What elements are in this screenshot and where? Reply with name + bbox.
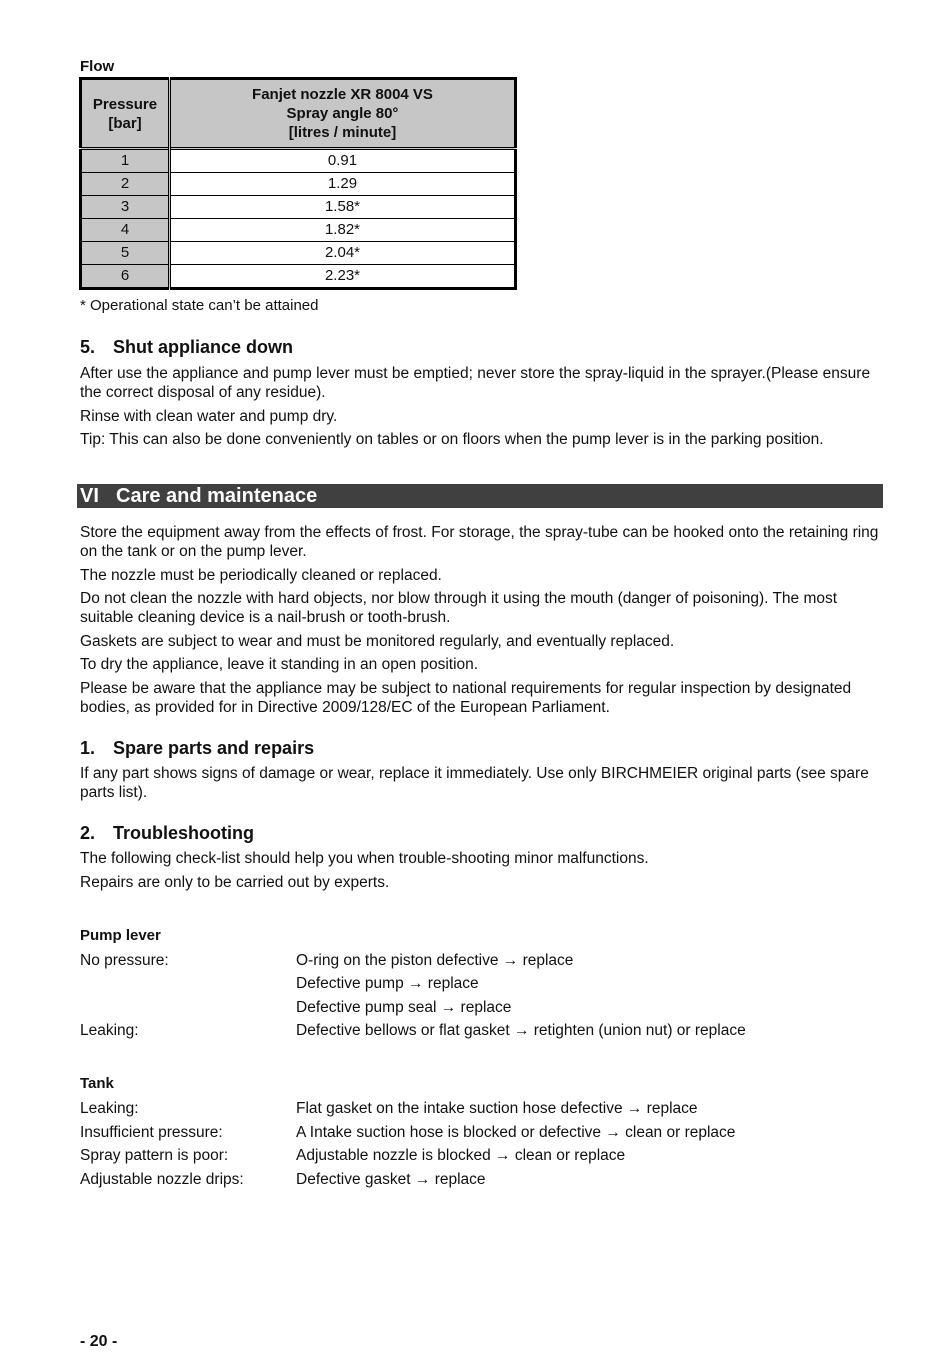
- spare-parts-heading: [80, 738, 314, 759]
- care-paragraph-2: The nozzle must be periodically cleaned or replaced.: [80, 567, 442, 584]
- pressure-header-line2: [bar]: [108, 114, 142, 132]
- troubleshooting-heading: [80, 823, 254, 844]
- troubleshooting-paragraph-2: Repairs are only to be carried out by experts.: [80, 874, 390, 891]
- care-section-bar: [77, 484, 883, 508]
- symptom: No pressure:: [80, 952, 169, 969]
- shut-down-heading: [80, 337, 293, 358]
- shut-down-paragraph-2: Rinse with clean water and pump dry.: [80, 408, 338, 425]
- symptom: Leaking:: [80, 1022, 139, 1039]
- shut-down-paragraph-3: Tip: This can also be done conveniently on tables or on floors when the pump lever is in the parking position.: [80, 431, 824, 448]
- flow-footnote: * Operational state can’t be attained: [80, 297, 319, 314]
- table-row: [81, 196, 516, 219]
- shut-down-number: 5.: [80, 337, 96, 357]
- pump-lever-heading: Pump lever: [80, 927, 161, 944]
- remedy: Defective bellows or flat gasket → retighten (union nut) or replace: [296, 1022, 746, 1039]
- remedy: Defective gasket → replace: [296, 1171, 486, 1188]
- flow-label: Flow: [80, 58, 115, 75]
- pressure-cell: 4: [81, 219, 170, 242]
- table-row: [81, 173, 516, 196]
- spare-parts-paragraph: If any part shows signs of damage or wear, replace it immediately. Use only BIRCHMEIER original parts (see spare parts list).: [80, 765, 869, 801]
- remedy: Adjustable nozzle is blocked → clean or replace: [296, 1147, 626, 1164]
- remedy: Defective pump → replace: [296, 975, 479, 992]
- pressure-cell: 1: [81, 149, 170, 173]
- nozzle-header-line3: [litres / minute]: [288, 124, 397, 141]
- remedy: Flat gasket on the intake suction hose defective → replace: [296, 1100, 698, 1117]
- care-paragraph-3: Do not clean the nozzle with hard objects, nor blow through it using the mouth (danger of poisoning). The most suitable cleaning device is a nail-brush or tooth-brush.: [80, 590, 838, 626]
- flow-cell: 1.82*: [170, 219, 516, 242]
- care-paragraph-6: Please be aware that the appliance may be subject to national requirements for regular inspection by designated bodies, as provided for in Directive 2009/128/EC of the European Parliament.: [80, 680, 852, 716]
- page-number: - 20 -: [80, 1333, 118, 1350]
- symptom: Leaking:: [80, 1100, 139, 1117]
- pressure-cell: 2: [81, 173, 170, 196]
- care-section-title: Care and maintenace: [116, 485, 318, 507]
- pressure-header: [81, 79, 170, 149]
- care-paragraph-4: Gaskets are subject to wear and must be monitored regularly, and eventually replaced.: [80, 633, 675, 650]
- shut-down-paragraph-1: After use the appliance and pump lever must be emptied; never store the spray-liquid in the sprayer.(Please ensure the correct disposal of any residue).: [80, 365, 871, 401]
- nozzle-header-line2: Spray angle 80°: [286, 105, 399, 122]
- table-row: [81, 265, 516, 289]
- flow-cell: 1.58*: [170, 196, 516, 219]
- pressure-cell: 5: [81, 242, 170, 265]
- flow-cell: 1.29: [170, 173, 516, 196]
- spare-parts-number: 1.: [80, 738, 96, 758]
- table-row: [81, 149, 516, 173]
- pressure-cell: 3: [81, 196, 170, 219]
- nozzle-header-line1: Fanjet nozzle XR 8004 VS: [252, 86, 433, 103]
- flow-cell: 2.23*: [170, 265, 516, 289]
- shut-down-title: Shut appliance down: [113, 337, 294, 357]
- care-paragraph-1: Store the equipment away from the effects of frost. For storage, the spray-tube can be hooked onto the retaining ring on the tank or on the pump lever.: [80, 524, 879, 560]
- care-section-number: VI: [80, 485, 99, 507]
- symptom: Insufficient pressure:: [80, 1124, 223, 1141]
- nozzle-header: [170, 79, 516, 149]
- remedy: A Intake suction hose is blocked or defective → clean or replace: [296, 1124, 736, 1141]
- flow-table: [79, 77, 517, 290]
- table-row: [81, 242, 516, 265]
- flow-cell: 2.04*: [170, 242, 516, 265]
- care-paragraph-5: To dry the appliance, leave it standing in an open position.: [80, 656, 479, 673]
- remedy: O-ring on the piston defective → replace: [296, 952, 574, 969]
- flow-cell: 0.91: [170, 149, 516, 173]
- pressure-header-line1: Pressure: [92, 95, 158, 113]
- symptom: Spray pattern is poor:: [80, 1147, 229, 1164]
- remedy: Defective pump seal → replace: [296, 999, 512, 1016]
- troubleshooting-title: Troubleshooting: [113, 823, 254, 843]
- symptom: Adjustable nozzle drips:: [80, 1171, 244, 1188]
- tank-heading: Tank: [80, 1075, 114, 1092]
- table-row: [81, 219, 516, 242]
- troubleshooting-number: 2.: [80, 823, 96, 843]
- flow-table-header: [81, 79, 516, 149]
- pressure-cell: 6: [81, 265, 170, 289]
- troubleshooting-paragraph-1: The following check-list should help you when trouble-shooting minor malfunctions.: [80, 850, 649, 867]
- spare-parts-title: Spare parts and repairs: [113, 738, 315, 758]
